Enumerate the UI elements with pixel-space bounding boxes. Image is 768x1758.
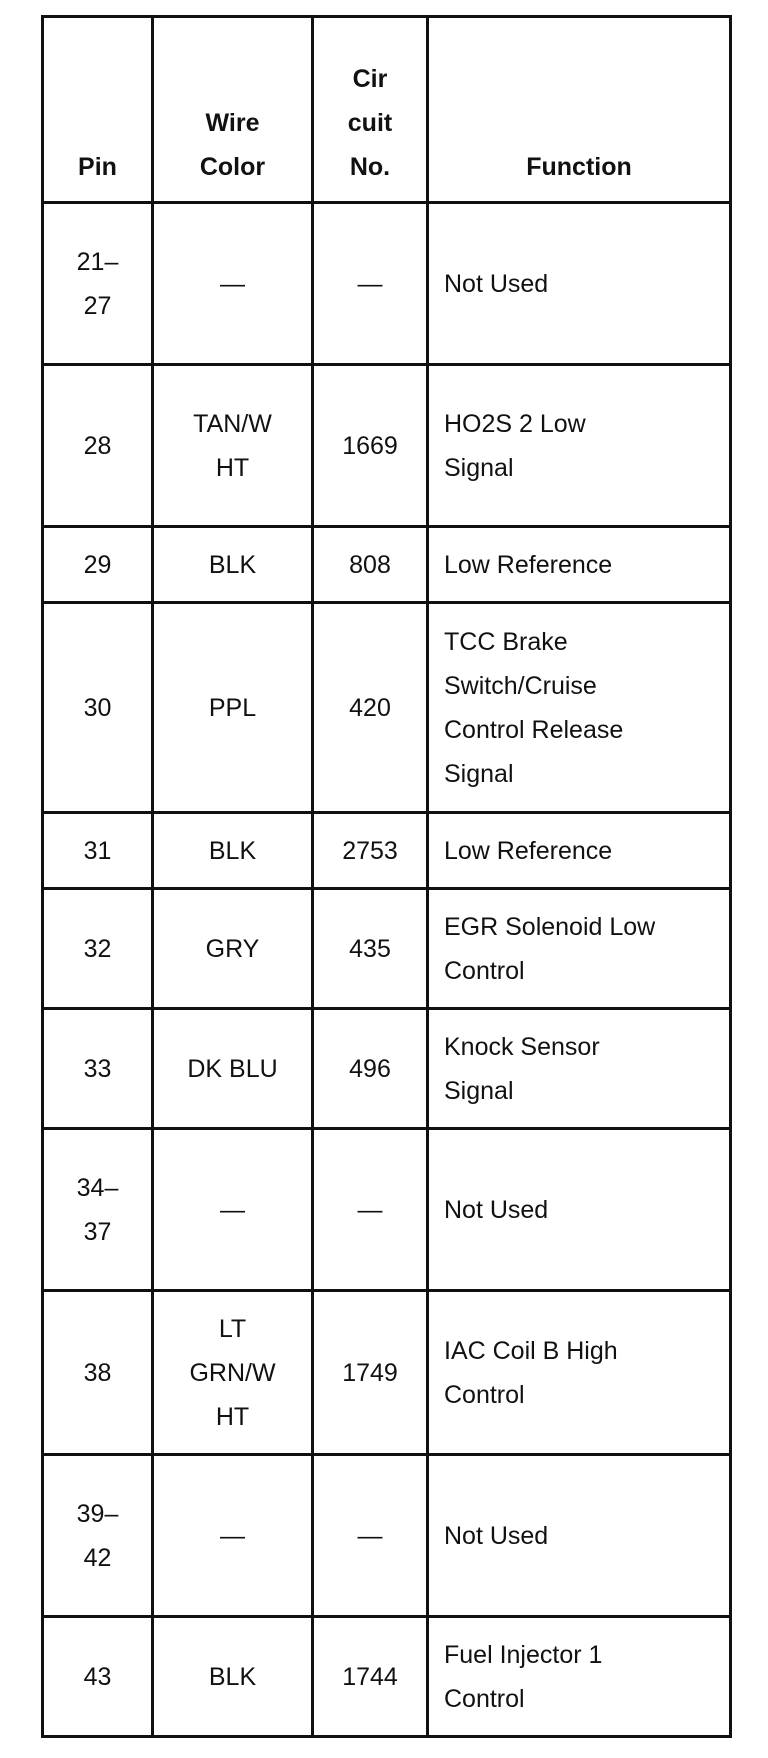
header-row: [43, 17, 731, 203]
circuit-number-cell: 1749: [313, 1291, 428, 1455]
circuit-number-cell: 1669: [313, 365, 428, 527]
function-cell: IAC Coil B High Control: [428, 1291, 731, 1455]
table-row: [43, 1291, 731, 1455]
wire-color-cell: GRY: [153, 889, 313, 1009]
function-cell: Fuel Injector 1 Control: [428, 1617, 731, 1737]
wire-color-cell: —: [153, 1455, 313, 1617]
pin-cell: 28: [43, 365, 153, 527]
pin-cell: 29: [43, 527, 153, 603]
pin-cell: 30: [43, 603, 153, 813]
table-row: [43, 889, 731, 1009]
wire-color-cell: LT GRN/W HT: [153, 1291, 313, 1455]
wire-color-cell: BLK: [153, 813, 313, 889]
table-row: [43, 1009, 731, 1129]
wire-color-cell: BLK: [153, 1617, 313, 1737]
table-row: [43, 365, 731, 527]
table-row: [43, 203, 731, 365]
table-row: [43, 1617, 731, 1737]
wire-color-cell: TAN/W HT: [153, 365, 313, 527]
pin-cell: 38: [43, 1291, 153, 1455]
function-cell: EGR Solenoid Low Control: [428, 889, 731, 1009]
circuit-number-cell: 420: [313, 603, 428, 813]
circuit-number-cell: —: [313, 1129, 428, 1291]
pin-cell: 34– 37: [43, 1129, 153, 1291]
function-cell: HO2S 2 Low Signal: [428, 365, 731, 527]
pin-column-header: Pin: [43, 17, 153, 203]
table-row: [43, 1455, 731, 1617]
wire-color-cell: —: [153, 1129, 313, 1291]
wire-color-column-header: Wire Color: [153, 17, 313, 203]
function-cell: Low Reference: [428, 813, 731, 889]
pin-cell: 33: [43, 1009, 153, 1129]
pin-cell: 39– 42: [43, 1455, 153, 1617]
circuit-number-cell: 808: [313, 527, 428, 603]
wire-color-cell: DK BLU: [153, 1009, 313, 1129]
circuit-number-column-header: Cir cuit No.: [313, 17, 428, 203]
table-row: [43, 1129, 731, 1291]
pin-cell: 21– 27: [43, 203, 153, 365]
circuit-number-cell: —: [313, 203, 428, 365]
function-cell: TCC Brake Switch/Cruise Control Release Signal: [428, 603, 731, 813]
circuit-number-cell: 435: [313, 889, 428, 1009]
function-cell: Not Used: [428, 203, 731, 365]
pin-cell: 31: [43, 813, 153, 889]
table-row: [43, 813, 731, 889]
wire-color-cell: BLK: [153, 527, 313, 603]
table-row: [43, 527, 731, 603]
function-column-header: Function: [428, 17, 731, 203]
connector-pinout-table: [41, 15, 732, 1738]
wire-color-cell: —: [153, 203, 313, 365]
circuit-number-cell: 496: [313, 1009, 428, 1129]
wire-color-cell: PPL: [153, 603, 313, 813]
function-cell: Low Reference: [428, 527, 731, 603]
circuit-number-cell: 1744: [313, 1617, 428, 1737]
circuit-number-cell: —: [313, 1455, 428, 1617]
function-cell: Knock Sensor Signal: [428, 1009, 731, 1129]
table-row: [43, 603, 731, 813]
function-cell: Not Used: [428, 1455, 731, 1617]
circuit-number-cell: 2753: [313, 813, 428, 889]
pin-cell: 32: [43, 889, 153, 1009]
pin-cell: 43: [43, 1617, 153, 1737]
function-cell: Not Used: [428, 1129, 731, 1291]
